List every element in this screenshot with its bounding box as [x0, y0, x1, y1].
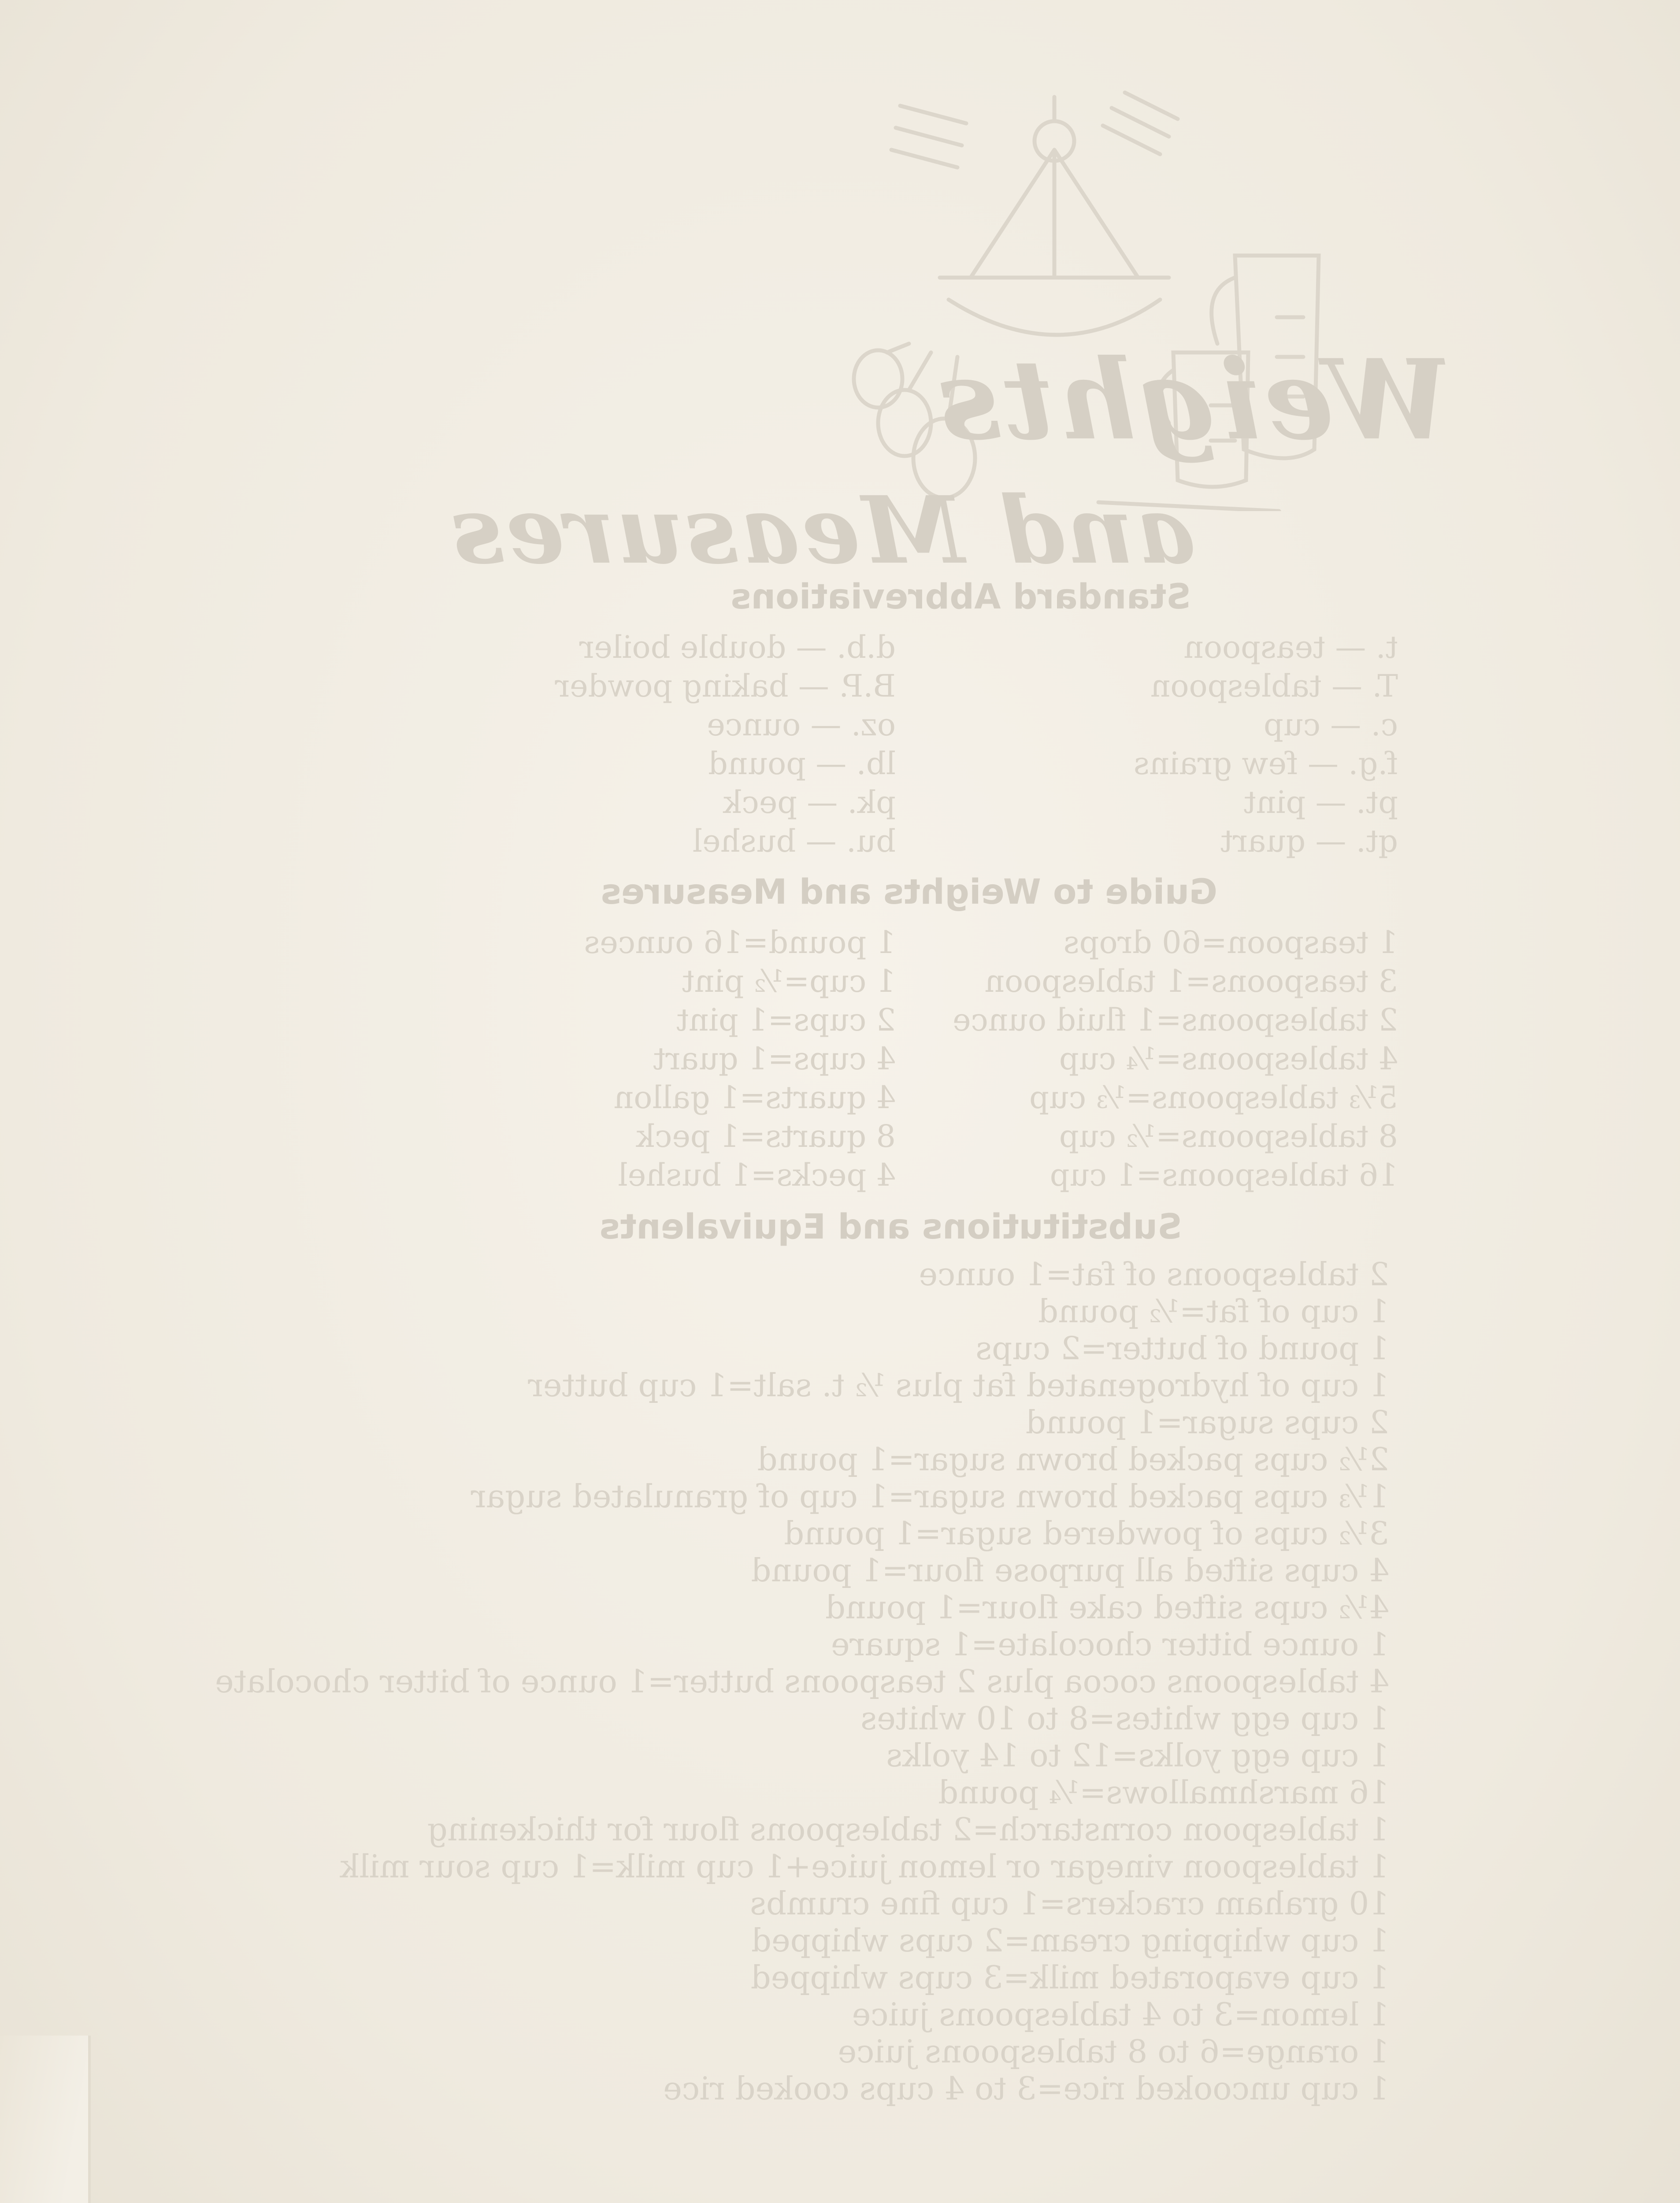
- substitution-item: 10 graham crackers=1 cup fine crumbs: [749, 1885, 1389, 1922]
- heading-standard-abbreviations: Standard Abbreviations: [731, 577, 1191, 617]
- guide-item: 1 cup=½ pint: [682, 963, 896, 999]
- abbreviation-item: d.b. — double boiler: [579, 629, 896, 665]
- guide-item: 2 tablespoons=1 fluid ounce: [953, 1002, 1398, 1038]
- title-and-measures: and Measures: [449, 476, 1195, 585]
- substitution-item: 2 cups sugar=1 pound: [1025, 1404, 1389, 1441]
- guide-item: 4 cups=1 quart: [653, 1041, 896, 1077]
- abbreviation-item: f.g. — few grains: [1133, 745, 1398, 782]
- substitution-item: 16 marshmallows=¼ pound: [938, 1774, 1389, 1811]
- substitution-item: 1 cup egg whites=8 to 10 whites: [860, 1700, 1389, 1737]
- abbreviations-right-column: [555, 628, 896, 860]
- guide-item: 5⅓ tablespoons=⅓ cup: [1029, 1079, 1398, 1116]
- substitution-item: 1 cup evaporated milk=3 cups whipped: [750, 1959, 1389, 1996]
- substitution-item: 1 lemon=3 to 4 tablespoons juice: [852, 1996, 1389, 2033]
- substitution-item: 1 cup uncooked rice=3 to 4 cups cooked rice: [663, 2070, 1389, 2107]
- abbreviation-item: pk. — peck: [723, 784, 896, 820]
- substitutions-list: [215, 1256, 1389, 2107]
- abbreviation-item: c. — cup: [1263, 707, 1398, 743]
- guide-item: 2 cups=1 pint: [676, 1002, 896, 1038]
- substitution-item: 4½ cups sifted cake flour=1 pound: [825, 1589, 1389, 1626]
- substitution-item: 1 orange=6 to 8 tablespoons juice: [838, 2033, 1389, 2070]
- guide-item: 8 quarts=1 peck: [636, 1118, 896, 1154]
- abbreviation-item: t. — teaspoon: [1183, 629, 1398, 665]
- guide-item: 3 teaspoons=1 tablespoon: [984, 963, 1398, 999]
- substitution-item: 4 tablespoons cocoa plus 2 teaspoons butter=1 ounce of bitter chocolate: [215, 1663, 1389, 1700]
- substitution-item: 1 ounce bitter chocolate=1 square: [831, 1626, 1389, 1663]
- substitution-item: 1 pound of butter=2 cups: [975, 1330, 1389, 1367]
- abbreviations-left-column: [1134, 628, 1398, 860]
- abbreviation-item: oz. — ounce: [707, 707, 896, 743]
- guide-item: 8 tablespoons=½ cup: [1059, 1118, 1398, 1154]
- substitution-item: 1⅓ cups packed brown sugar=1 cup of granulated sugar: [471, 1478, 1389, 1515]
- title-weights: Weights: [935, 335, 1451, 464]
- bowl-icon: [949, 300, 1160, 335]
- heading-guide-weights-measures: Guide to Weights and Measures: [601, 872, 1217, 912]
- substitution-item: 2½ cups packed brown sugar=1 pound: [757, 1441, 1389, 1478]
- abbreviation-item: bu. — bushel: [692, 823, 896, 859]
- substitution-item: 1 cup of hydrogenated fat plus ½ t. salt=1 cup butter: [528, 1367, 1389, 1404]
- substitution-item: 1 cup egg yolks=12 to 14 yolks: [886, 1737, 1389, 1774]
- heading-substitutions-equivalents: Substitutions and Equivalents: [599, 1207, 1182, 1247]
- guide-left-column: [953, 923, 1398, 1194]
- substitution-item: 2 tablespoons of fat=1 ounce: [919, 1256, 1389, 1293]
- abbreviation-item: lb. — pound: [708, 745, 896, 782]
- substitution-item: 1 cup whipping cream=2 cups whipped: [751, 1922, 1389, 1959]
- abbreviation-item: T. — tablespoon: [1150, 668, 1398, 704]
- substitution-item: 3½ cups of powdered sugar=1 pound: [784, 1515, 1389, 1552]
- guide-item: 4 quarts=1 gallon: [614, 1079, 896, 1116]
- guide-item: 4 tablespoons=¼ cup: [1059, 1041, 1398, 1077]
- substitution-item: 1 tablespoon cornstarch=2 tablespoons flour for thickening: [427, 1811, 1389, 1848]
- guide-item: 4 pecks=1 bushel: [618, 1157, 896, 1193]
- substitution-item: 4 cups sifted all purpose flour=1 pound: [751, 1552, 1389, 1589]
- abbreviation-item: qt. — quart: [1220, 823, 1398, 859]
- substitution-item: 1 cup of fat=½ pound: [1038, 1293, 1389, 1330]
- substitution-item: 1 tablespoon vinegar or lemon juice+1 cup milk=1 cup sour milk: [340, 1848, 1389, 1885]
- guide-item: 16 tablespoons=1 cup: [1050, 1157, 1398, 1193]
- guide-item: 1 teaspoon=60 drops: [1063, 924, 1398, 961]
- guide-right-column: [584, 923, 896, 1194]
- abbreviation-item: B.P. — baking powder: [555, 668, 896, 704]
- guide-item: 1 pound=16 ounces: [584, 924, 896, 961]
- abbreviation-item: pt. — pint: [1243, 784, 1398, 820]
